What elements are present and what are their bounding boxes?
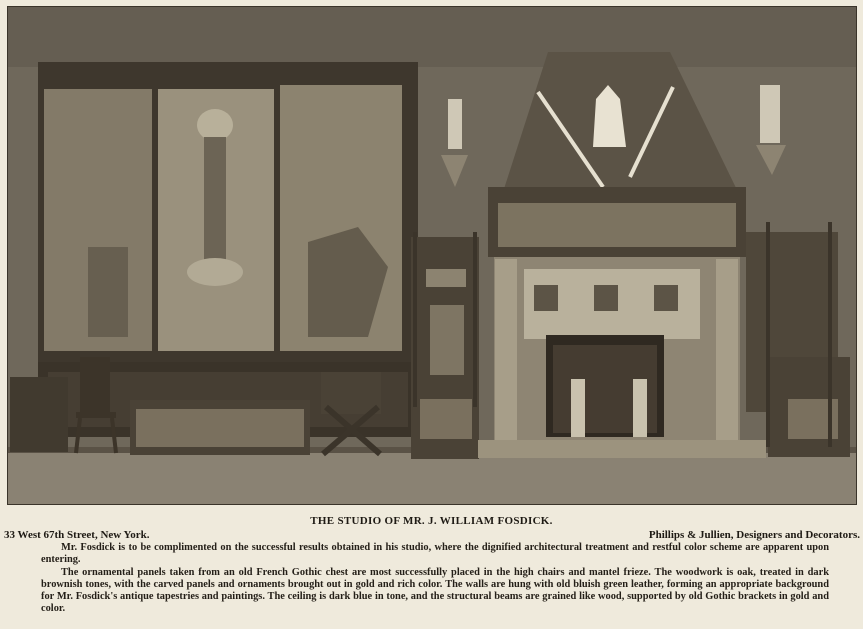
address-line: 33 West 67th Street, New York. <box>4 529 150 541</box>
description-paragraph: The ornamental panels taken from an old French Gothic chest are most successfully placed in the high chairs and mantel frieze. The woodwork is oak, treated in dark brownish tones, with the carved panels and ornaments brought out in gold and rich color. The walls are hung with old bluish green leather, forming an appropriate background for Mr. Fosdick's antique tapestries and paintings. The ceiling is dark blue in tone, and the structural beams are grained like wood, supported by old Gothic brackets in gold and color. <box>41 566 829 615</box>
studio-photograph <box>7 6 857 505</box>
description-text <box>41 542 829 622</box>
designers-credit: Phillips & Jullien, Designers and Decorators. <box>648 529 860 541</box>
description-paragraph: Mr. Fosdick is to be complimented on the successful results obtained in his studio, where the dignified architectural treatment and restful color scheme are apparent upon entering. <box>41 542 829 566</box>
caption-title: THE STUDIO OF MR. J. WILLIAM FOSDICK. <box>310 515 553 527</box>
high-chair-left <box>411 232 479 459</box>
